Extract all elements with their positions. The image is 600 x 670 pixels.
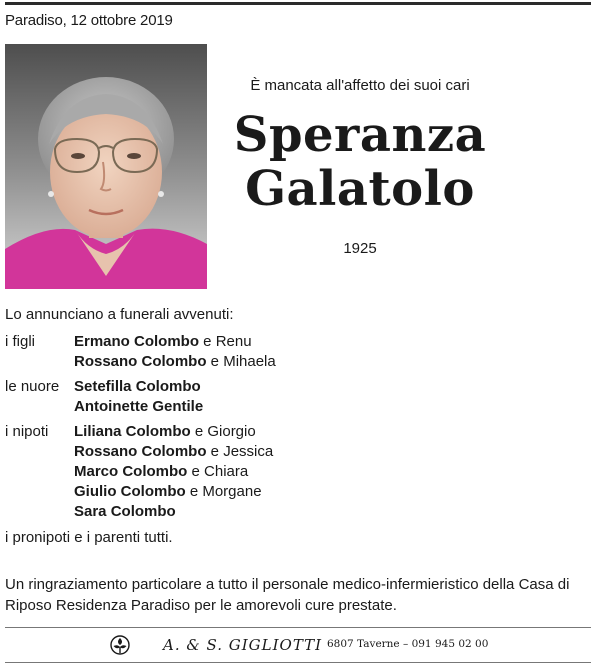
funeral-home-name: A. & S. GIGLIOTTI [163,636,323,654]
funeral-home-contact: 6807 Taverne – 091 945 02 00 [327,638,489,650]
group-label: le nuore [5,378,60,395]
footer-top-rule [5,627,591,628]
family-member [74,332,276,352]
member-name: Antoinette Gentile [74,398,204,415]
thanks-paragraph: Un ringraziamento particolare a tutto il personale medico-infermieristico della Casa di Riposo Residenza Paradiso per le amorevoli cure prestate. [5,576,570,614]
member-name: Liliana Colombo [74,423,191,440]
portrait-photo [5,44,207,289]
member-name: Setefilla Colombo [74,378,201,395]
family-member [74,377,203,397]
footer-bottom-rule [5,662,591,663]
deceased-first-name: Speranza [233,107,487,163]
announcement: Lo annunciano a funerali avvenuti: [5,306,234,323]
member-partner: e Morgane [185,483,262,500]
closing-line: i pronipoti e i parenti tutti. [5,529,173,546]
family-member [74,482,273,502]
member-partner: e Renu [199,333,252,350]
family-member [74,352,276,372]
top-rule [5,2,591,5]
funeral-home-footer [5,631,591,659]
member-name: Ermano Colombo [74,333,200,350]
member-name: Sara Colombo [74,503,176,520]
family-member [74,422,273,442]
member-name: Rossano Colombo [74,353,207,370]
member-name: Rossano Colombo [74,443,207,460]
member-name: Giulio Colombo [74,483,186,500]
family-member [74,397,203,417]
family-list [5,332,585,527]
family-member [74,442,273,462]
family-group-children [5,332,585,372]
portrait-illustration [5,44,207,289]
member-partner: e Giorgio [190,423,256,440]
notice-intro: È mancata all'affetto dei suoi cari [250,77,470,94]
member-name: Marco Colombo [74,463,188,480]
deceased-last-name: Galatolo [245,161,475,217]
group-label: i figli [5,333,36,350]
deceased-name [230,108,490,216]
birth-year: 1925 [343,240,377,257]
family-group-daughters-in-law [5,377,585,417]
member-partner: e Jessica [206,443,274,460]
family-group-grandchildren [5,422,585,522]
member-partner: e Chiara [187,463,249,480]
member-partner: e Mihaela [206,353,276,370]
family-member [74,462,273,482]
notice-date: Paradiso, 12 ottobre 2019 [5,12,173,29]
funeral-home-emblem-icon [109,634,131,661]
family-member [74,502,273,522]
group-label: i nipoti [5,423,49,440]
